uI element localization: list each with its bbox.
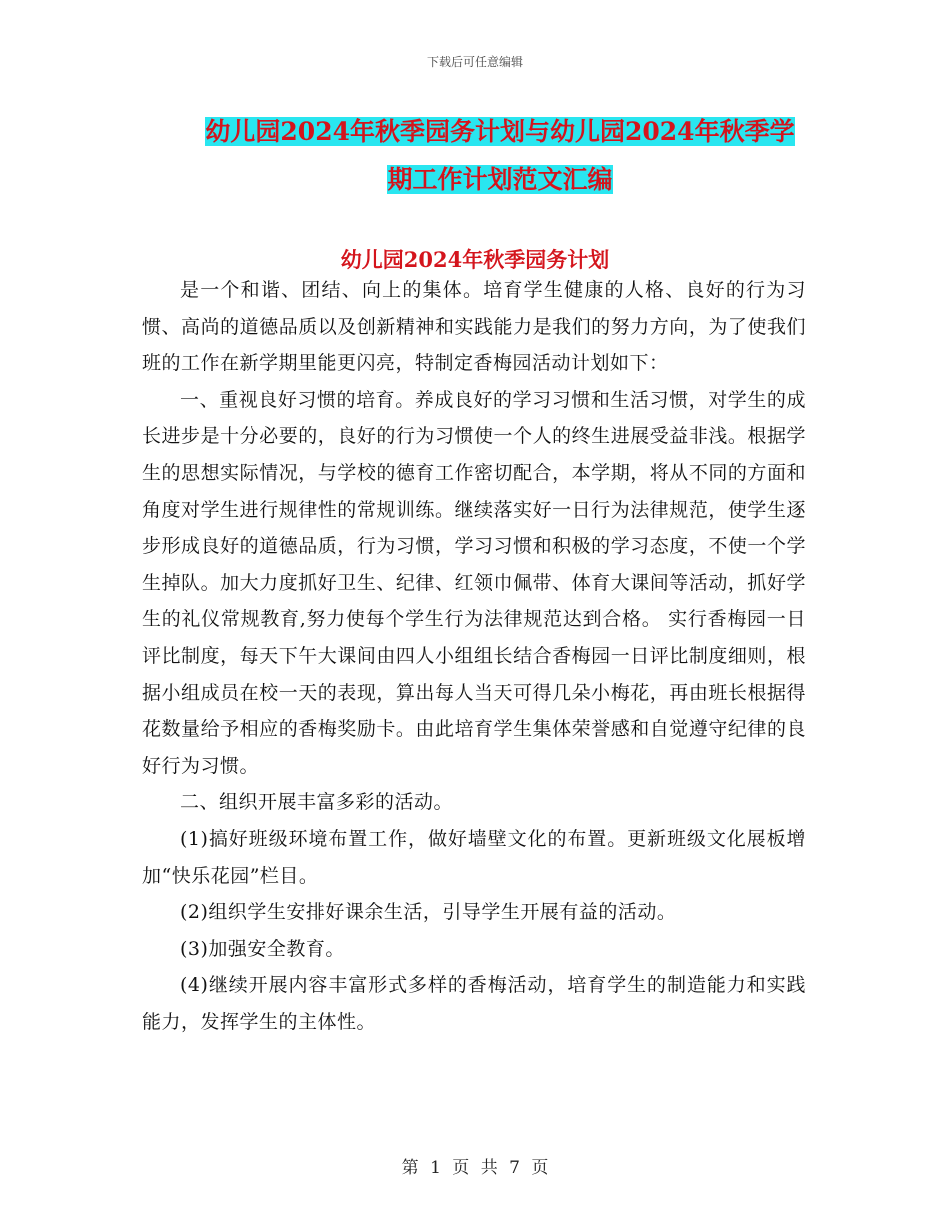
- document-title: [140, 108, 860, 204]
- paragraph: 一、重视良好习惯的培育。养成良好的学习习惯和生活习惯，对学生的成长进步是十分必要的，良好的行为习惯使一个人的终生进展受益非浅。根据学生的思想实际情况，与学校的德育工作密切配合，本学期，将从不同的方面和角度对学生进行规律性的常规训练。继续落实好一日行为法律规范，使学生逐步形成良好的道德品质，行为习惯，学习习惯和积极的学习态度，不使一个学生掉队。加大力度抓好卫生、纪律、红领巾佩带、体育大课间等活动，抓好学生的礼仪常规教育,努力使每个学生行为法律规范达到合格。 实行香梅园一日评比制度，每天下午大课间由四人小组组长结合香梅园一日评比制度细则，根据小组成员在校一天的表现，算出每人当天可得几朵小梅花，再由班长根据得花数量给予相应的香梅奖励卡。由此培育学生集体荣誉感和自觉遵守纪律的良好行为习惯。: [142, 388, 806, 777]
- document-title-line-2: 期工作计划范文汇编: [387, 165, 613, 194]
- document-body: [142, 272, 806, 1040]
- paragraph: (3)加强安全教育。: [180, 937, 345, 960]
- section-title: 幼儿园2024年秋季园务计划: [340, 247, 610, 272]
- document-title-line-1: 幼儿园2024年秋季园务计划与幼儿园2024年秋季学: [205, 117, 795, 146]
- paragraph: (2)组织学生安排好课余生活，引导学生开展有益的活动。: [180, 901, 677, 924]
- paragraph: (4)继续开展内容丰富形式多样的香梅活动，培育学生的制造能力和实践能力，发挥学生的主体性。: [142, 974, 806, 1033]
- page-header-note: 下载后可任意编辑: [426, 55, 523, 69]
- paragraph: 是一个和谐、团结、向上的集体。培育学生健康的人格、良好的行为习惯、高尚的道德品质以及创新精神和实践能力是我们的努力方向，为了使我们班的工作在新学期里能更闪亮，特制定香梅园活动计划如下：: [142, 279, 806, 375]
- paragraph: (1)搞好班级环境布置工作，做好墙壁文化的布置。更新班级文化展板增加“快乐花园”栏目。: [142, 827, 806, 887]
- paragraph: 二、组织开展丰富多彩的活动。: [180, 791, 454, 814]
- page-number: 第 1 页 共 7 页: [401, 1158, 549, 1178]
